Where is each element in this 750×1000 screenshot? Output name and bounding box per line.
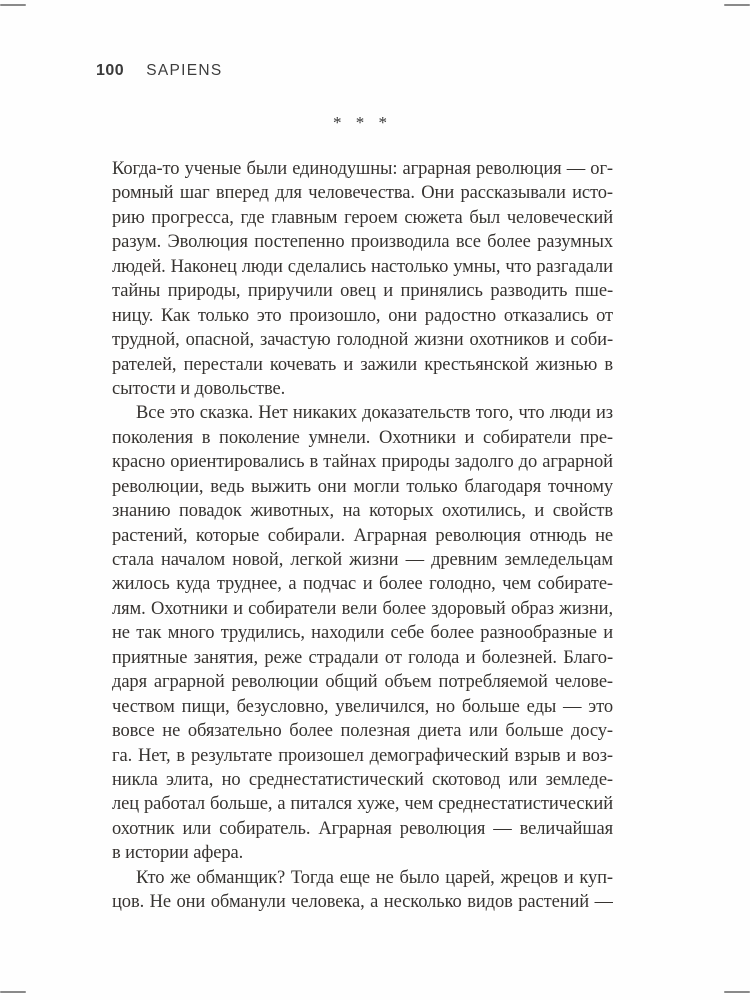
text-line: революции, ведь выжить они могли только благодаря точному	[112, 476, 613, 497]
text-line: чеством пищи, безусловно, увеличился, но больше еды — это	[112, 696, 613, 717]
text-line: трудной, опасной, зачастую голодной жизни охотников и соби-	[112, 330, 613, 351]
corner-mark-bottom-right	[724, 991, 750, 993]
text-line: Все это сказка. Нет никаких доказательств того, что люди из	[136, 403, 613, 424]
text-line: рию прогресса, где главным героем сюжета был человеческий	[112, 207, 613, 228]
text-line: охотник или собиратель. Аграрная революция — величайшая	[112, 818, 613, 839]
text-line: приятные занятия, реже страдали от голода и болезней. Благо-	[112, 647, 613, 668]
text-line: стала началом новой, легкой жизни — древним земледельцам	[112, 550, 613, 570]
text-line: рателей, перестали кочевать и зажили крестьянской жизнью в	[112, 354, 613, 375]
text-line: Кто же обманщик? Тогда еще не было царей, жрецов и куп-	[136, 867, 613, 888]
text-line: лец работал больше, а питался хуже, чем среднестатистический	[112, 794, 613, 815]
text-line: знанию повадок животных, на которых охотились, и свойств	[112, 501, 613, 522]
text-line: разум. Эволюция постепенно производила все более разумных	[112, 232, 613, 253]
text-line: растений, которые собирали. Аграрная революция отнюдь не	[112, 525, 613, 546]
page-number: 100	[96, 62, 125, 79]
text-line: цов. Не они обманули человека, а несколько видов растений —	[112, 892, 613, 913]
corner-mark-top-right	[724, 4, 750, 6]
text-line: тайны природы, приручили овец и принялись разводить пше-	[112, 281, 613, 302]
text-line: людей. Наконец люди сделались настолько умны, что разгадали	[112, 256, 613, 277]
text-line: в истории афера.	[112, 843, 244, 864]
text-line: не так много трудились, находили себе более разнообразные и	[112, 623, 613, 644]
text-line: красно ориентировались в тайнах природы задолго до аграрной	[112, 452, 613, 473]
text-line: жилось куда труднее, а подчас и более голодно, чем собирате-	[112, 574, 613, 595]
text-line: поколения в поколение умнели. Охотники и собиратели пре-	[112, 427, 613, 448]
text-line: вовсе не обязательно более полезная диета или больше досу-	[112, 721, 613, 742]
text-line: Когда-то ученые были единодушны: аграрная революция — ог-	[112, 159, 613, 179]
text-line: даря аграрной революции общий объем потребляемой челове-	[112, 672, 613, 693]
section-separator: * * *	[333, 113, 392, 132]
corner-mark-bottom-left	[0, 991, 26, 993]
text-line: никла элита, но среднестатистический скотовод или земледе-	[112, 769, 613, 790]
text-line: сытости и довольстве.	[112, 378, 286, 399]
text-line: ромный шаг вперед для человечества. Они рассказывали исто-	[112, 183, 613, 204]
corner-mark-top-left	[0, 4, 26, 6]
body-text	[112, 157, 613, 915]
running-head	[96, 62, 223, 80]
running-title: SAPIENS	[146, 62, 223, 79]
text-line: лям. Охотники и собиратели вели более здоровый образ жизни,	[112, 598, 613, 619]
text-line: ницу. Как только это произошло, они радостно отказались от	[112, 305, 613, 326]
text-line: га. Нет, в результате произошел демографический взрыв и воз-	[112, 745, 613, 766]
